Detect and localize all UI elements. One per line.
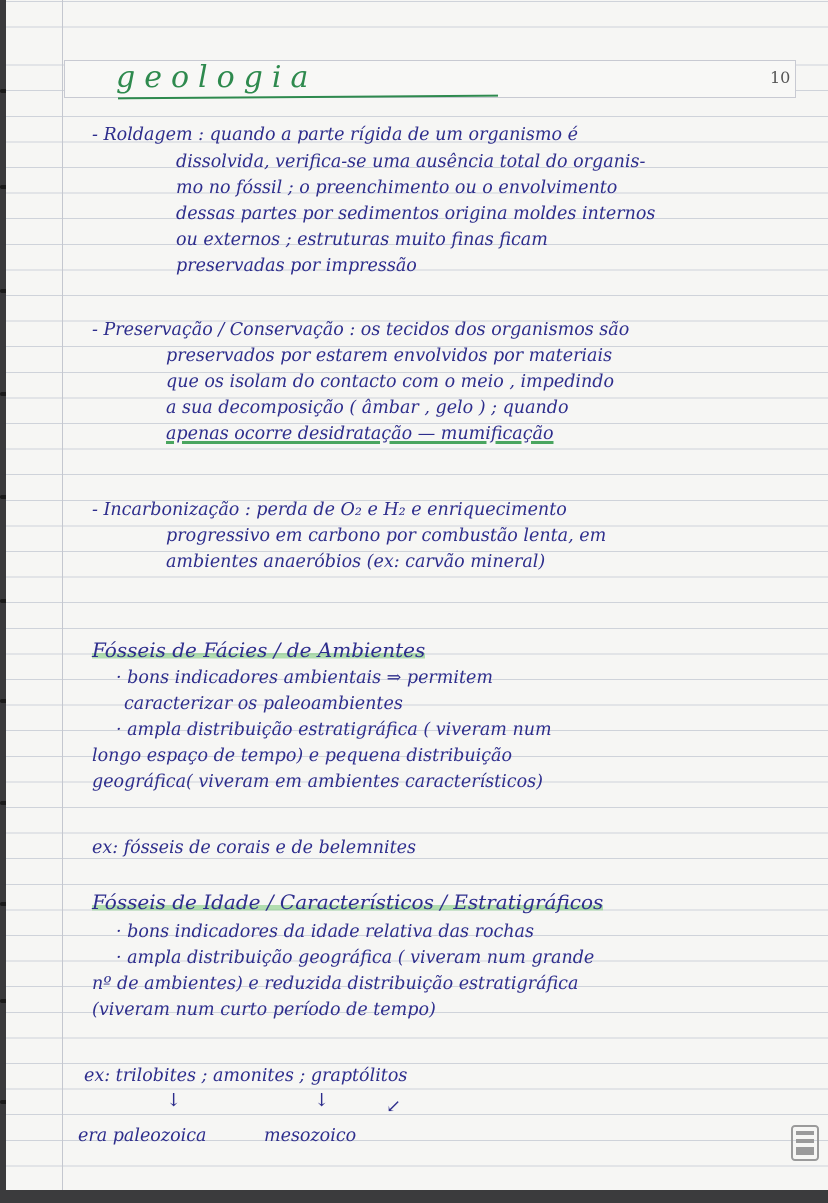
facies-heading: Fósseis de Fácies / de Ambientes [92, 638, 426, 662]
roldagem-line: preservadas por impressão [176, 256, 417, 276]
idade-line: · ampla distribuição geográfica ( viveram num grande [116, 948, 595, 968]
bottom-edge [0, 1190, 828, 1203]
roldagem-line: dissolvida, verifica-se uma ausência total do organis- [176, 152, 646, 172]
roldagem-line: dessas partes por sedimentos origina moldes internos [176, 204, 656, 224]
mesozoico-label: mesozoico [264, 1126, 357, 1146]
preservacao-line: preservados por estarem envolvidos por materiais [166, 346, 613, 366]
facies-line: · ampla distribuição estratigráfica ( viveram num [116, 720, 552, 740]
idade-heading: Fósseis de Idade / Característicos / Estratigráficos [92, 890, 604, 914]
preservacao-line: a sua decomposição ( âmbar , gelo ) ; quando [166, 398, 569, 418]
facies-line: · bons indicadores ambientais ⇒ permitem [116, 668, 493, 688]
diagonal-arrow-icon: ↙ [386, 1096, 402, 1117]
incarbonizacao-line: - Incarbonização : perda de O₂ e H₂ e enriquecimento [92, 500, 567, 520]
incarbonizacao-line: progressivo em carbono por combustão lenta, em [166, 526, 607, 546]
notebook-page [6, 0, 828, 1190]
roldagem-line: - Roldagem : quando a parte rígida de um organismo é [92, 125, 578, 145]
page-title: geologia [116, 60, 318, 95]
era-paleozoica-label: era paleozoica [78, 1126, 207, 1146]
roldagem-line: mo no fóssil ; o preenchimento ou o envolvimento [176, 178, 618, 198]
notebook-logo-icon [790, 1124, 820, 1162]
facies-line: geográfica( viveram em ambientes característicos) [92, 772, 543, 792]
idade-example: ex: trilobites ; amonites ; graptólitos [84, 1066, 408, 1086]
preservacao-line: apenas ocorre desidratação — mumificação [166, 424, 554, 444]
idade-line: · bons indicadores da idade relativa das rochas [116, 922, 534, 942]
down-arrow-icon: ↓ [166, 1090, 182, 1111]
facies-line: caracterizar os paleoambientes [124, 694, 403, 714]
incarbonizacao-line: ambientes anaeróbios (ex: carvão mineral) [166, 552, 546, 572]
facies-line: longo espaço de tempo) e pequena distribuição [92, 746, 512, 766]
down-arrow-icon: ↓ [314, 1090, 330, 1111]
page-number: 10 [770, 68, 791, 87]
preservacao-line: que os isolam do contacto com o meio , impedindo [166, 372, 615, 392]
roldagem-line: ou externos ; estruturas muito finas ficam [176, 230, 548, 250]
preservacao-line: - Preservação / Conservação : os tecidos dos organismos são [92, 320, 630, 340]
margin-line [62, 0, 63, 1190]
idade-line: nº de ambientes) e reduzida distribuição estratigráfica [92, 974, 579, 994]
facies-example: ex: fósseis de corais e de belemnites [92, 838, 416, 858]
idade-line: (viveram num curto período de tempo) [92, 1000, 436, 1020]
